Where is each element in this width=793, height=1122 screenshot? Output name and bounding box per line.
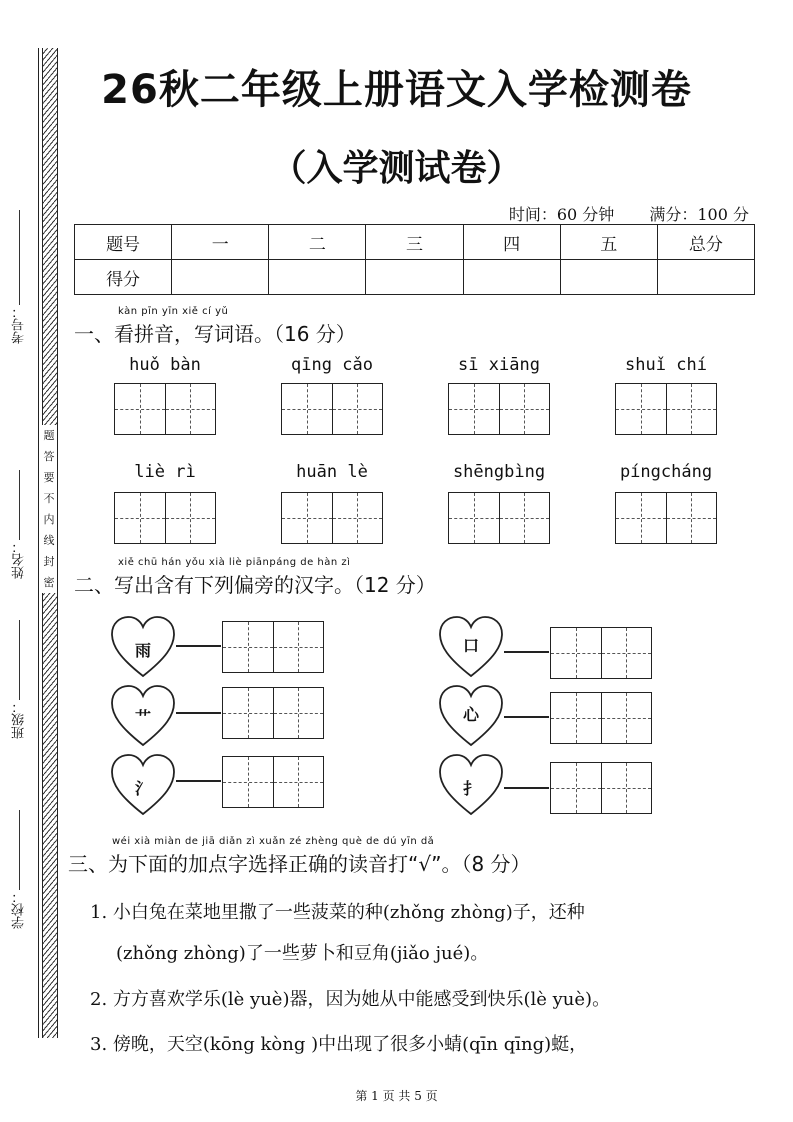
score-cell[interactable]: [269, 260, 366, 295]
radical-label: 心: [462, 705, 479, 724]
page-title: 26秋二年级上册语文入学检测卷: [101, 67, 692, 113]
score-cell[interactable]: [560, 260, 657, 295]
writing-grid[interactable]: [448, 492, 550, 544]
writing-grid[interactable]: [222, 687, 324, 739]
exam-number-label: 考号：: [11, 305, 27, 344]
pinyin-label: huǒ bàn: [129, 355, 201, 375]
exam-meta: [479, 202, 749, 225]
question-line: 3. 傍晚，天空(kōng kòng )中出现了很多小蜻(qīn qīng)蜓，: [90, 1034, 588, 1055]
question-line: 2. 方方喜欢学乐(lè yuè)器，因为她从中能感受到快乐(lè yuè)。: [90, 989, 611, 1010]
name-field[interactable]: [4, 470, 34, 579]
radical-label: 雨: [134, 641, 151, 660]
question-line: (zhǒng zhòng)了一些萝卜和豆角(jiǎo jué)。: [116, 943, 489, 964]
section2-title: 二、写出含有下列偏旁的汉字。（12 分）: [74, 573, 436, 597]
writing-grid[interactable]: [550, 762, 652, 814]
radical-label: 扌: [462, 779, 479, 798]
radical-label: 艹: [134, 708, 151, 727]
connector-line: [176, 645, 221, 647]
pinyin-label: shēngbìng: [452, 462, 546, 482]
writing-grid[interactable]: [114, 383, 216, 435]
section3-ruby: wéi xià miàn de jiā diǎn zì xuǎn zé zhèng què de dú yīn dǎ: [112, 836, 435, 847]
connector-line: [504, 651, 549, 653]
writing-grid[interactable]: [550, 692, 652, 744]
time-limit: 时间：60 分钟: [508, 205, 615, 224]
section1-title: 一、看拼音，写词语。（16 分）: [74, 322, 356, 346]
binding-rule: [38, 48, 39, 1038]
score-cell[interactable]: [463, 260, 560, 295]
pinyin-label: liè rì: [134, 462, 196, 482]
writing-grid[interactable]: [114, 492, 216, 544]
section2-ruby: xiě chū hán yǒu xià liè piānpáng de hàn zì: [118, 557, 351, 568]
writing-grid[interactable]: [615, 492, 717, 544]
score-table-score-row: 得分: [75, 260, 755, 295]
name-label: 姓名：: [11, 540, 27, 579]
writing-grid[interactable]: [222, 621, 324, 673]
pinyin-label: shuǐ chí: [625, 355, 707, 375]
radical-label: 口: [462, 636, 479, 655]
school-label: 学校：: [11, 890, 27, 929]
score-cell[interactable]: [172, 260, 269, 295]
connector-line: [504, 787, 549, 789]
writing-grid[interactable]: [222, 756, 324, 808]
score-table: [74, 224, 755, 295]
writing-grid[interactable]: [281, 383, 383, 435]
school-field[interactable]: [4, 810, 34, 929]
score-table-header-row: 题号 一 二 三 四 五 总分: [75, 225, 755, 260]
class-label: 班级：: [11, 700, 27, 739]
score-cell[interactable]: [657, 260, 754, 295]
pinyin-label: huān lè: [296, 462, 368, 482]
section1-ruby: kàn pīn yīn xiě cí yǔ: [118, 306, 229, 317]
page-subtitle: （入学测试卷）: [270, 148, 523, 189]
class-field[interactable]: [4, 620, 34, 739]
page-footer: 第 1 页 共 5 页: [355, 1089, 438, 1103]
writing-grid[interactable]: [615, 383, 717, 435]
full-score: 满分：100 分: [649, 205, 749, 224]
score-cell[interactable]: [366, 260, 463, 295]
pinyin-label: píngcháng: [619, 462, 713, 482]
question-line: 1. 小白兔在菜地里撒了一些菠菜的种(zhǒng zhòng)子，还种: [90, 902, 585, 923]
seal-warning: 题 答 要 不 内 线 封 密: [41, 425, 57, 593]
connector-line: [176, 780, 221, 782]
writing-grid[interactable]: [448, 383, 550, 435]
pinyin-label: qīng cǎo: [291, 355, 373, 375]
radical-label: 氵: [134, 779, 151, 798]
connector-line: [176, 712, 221, 714]
connector-line: [504, 716, 549, 718]
writing-grid[interactable]: [550, 627, 652, 679]
exam-number-field[interactable]: [4, 210, 34, 344]
pinyin-label: sī xiāng: [458, 355, 540, 375]
writing-grid[interactable]: [281, 492, 383, 544]
section3-title: 三、为下面的加点字选择正确的读音打“√”。（8 分）: [68, 852, 531, 876]
